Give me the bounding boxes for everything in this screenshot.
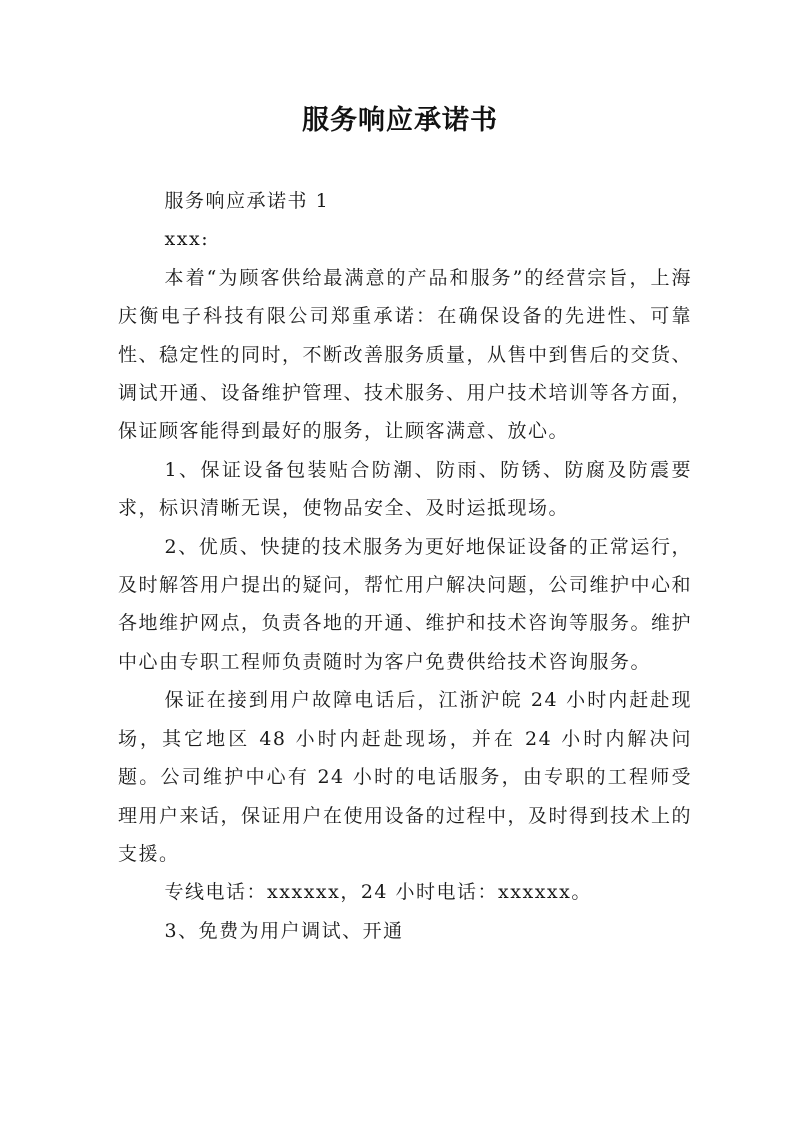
hotline-paragraph: 专线电话：xxxxxx，24 小时电话：xxxxxx。 bbox=[164, 881, 592, 904]
response-time-paragraph: 保证在接到用户故障电话后，江浙沪皖 24 小时内赶赴现场，其它地区 48 小时内赶赴现场，并在 24 小时内解决问题。公司维护中心有 24 小时的电话服务，由专职的工程师受理用户来话，保证用户在使用设备的过程中，及时得到技术上的支援。 bbox=[118, 689, 693, 865]
document-body bbox=[118, 182, 692, 950]
clause-2-paragraph: 2、优质、快捷的技术服务为更好地保证设备的正常运行，及时解答用户提出的疑问，帮忙用户解决问题，公司维护中心和各地维护网点，负责各地的开通、维护和技术咨询等服务。维护中心由专职工程师负责随时为客户免费供给技术咨询服务。 bbox=[118, 535, 693, 673]
subtitle-paragraph: 服务响应承诺书 1 bbox=[164, 190, 330, 212]
document-title: 服务响应承诺书 bbox=[302, 105, 498, 136]
clause-1-paragraph: 1、保证设备包装贴合防潮、防雨、防锈、防腐及防震要求，标识清晰无误，使物品安全、及时运抵现场。 bbox=[118, 458, 692, 520]
intro-paragraph: 本着“为顾客供给最满意的产品和服务”的经营宗旨，上海庆衡电子科技有限公司郑重承诺：在确保设备的先进性、可靠性、稳定性的同时，不断改善服务质量，从售中到售后的交货、调试开通、设备维护管理、技术服务、用户技术培训等各方面，保证顾客能得到最好的服务，让顾客满意、放心。 bbox=[118, 266, 693, 443]
addressee-paragraph: xxx: bbox=[164, 228, 210, 251]
clause-3-paragraph: 3、免费为用户调试、开通 bbox=[164, 919, 404, 942]
